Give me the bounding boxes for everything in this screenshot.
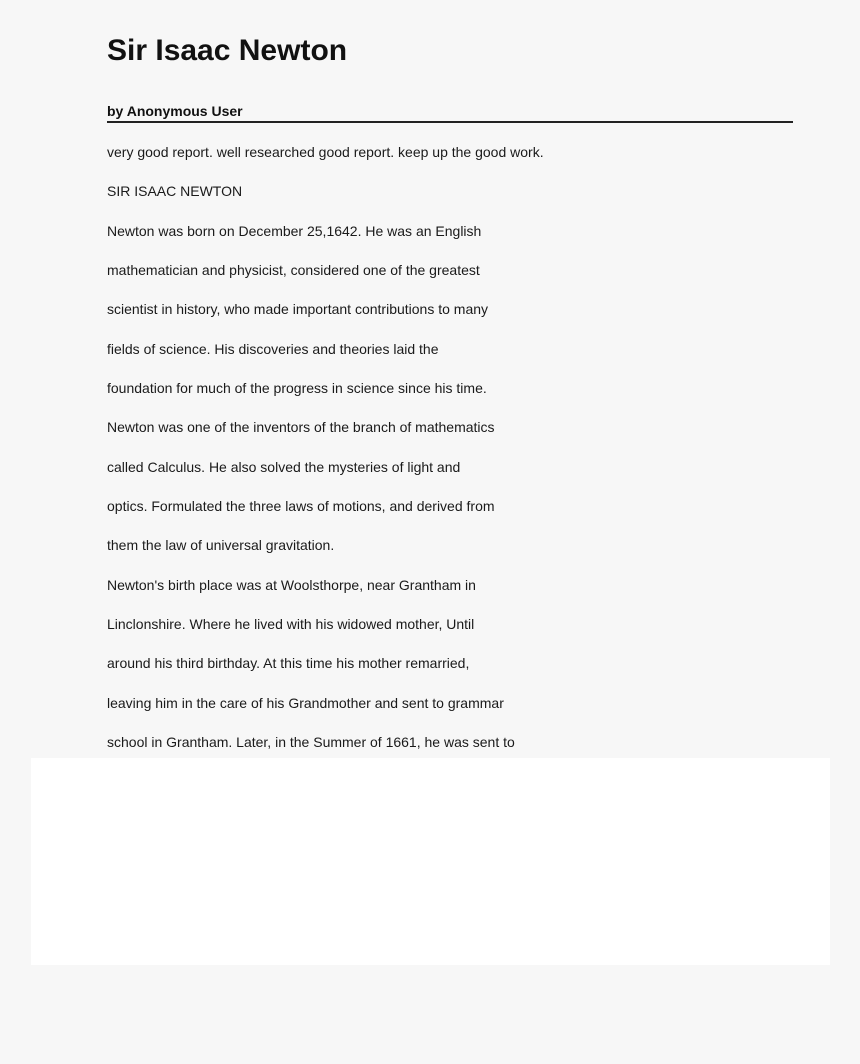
body-line: called Calculus. He also solved the mysteries of light and xyxy=(107,458,461,475)
body-line: around his third birthday. At this time his mother remarried, xyxy=(107,655,470,672)
body-line: optics. Formulated the three laws of motions, and derived from xyxy=(107,498,495,515)
body-line: school in Grantham. Later, in the Summer of 1661, he was sent to xyxy=(107,734,515,751)
body-line: mathematician and physicist, considered one of the greatest xyxy=(107,262,480,279)
body-line: Linclonshire. Where he lived with his widowed mother, Until xyxy=(107,616,475,633)
author-byline: by Anonymous User xyxy=(107,101,793,123)
body-line: Newton was one of the inventors of the branch of mathematics xyxy=(107,419,495,436)
body-line: scientist in history, who made important contributions to many xyxy=(107,301,489,318)
blank-overlay-panel xyxy=(31,758,830,965)
body-line: Newton's birth place was at Woolsthorpe, near Grantham in xyxy=(107,576,476,593)
body-line: SIR ISAAC NEWTON xyxy=(107,183,243,200)
body-line: fields of science. His discoveries and theories laid the xyxy=(107,340,439,357)
body-line: Newton was born on December 25,1642. He was an English xyxy=(107,222,482,239)
body-line: leaving him in the care of his Grandmother and sent to grammar xyxy=(107,694,504,711)
body-line: them the law of universal gravitation. xyxy=(107,537,335,554)
document-title: Sir Isaac Newton xyxy=(107,34,348,67)
body-line: foundation for much of the progress in science since his time. xyxy=(107,380,487,397)
body-line: very good report. well researched good report. keep up the good work. xyxy=(107,144,544,160)
document-body xyxy=(107,142,544,772)
